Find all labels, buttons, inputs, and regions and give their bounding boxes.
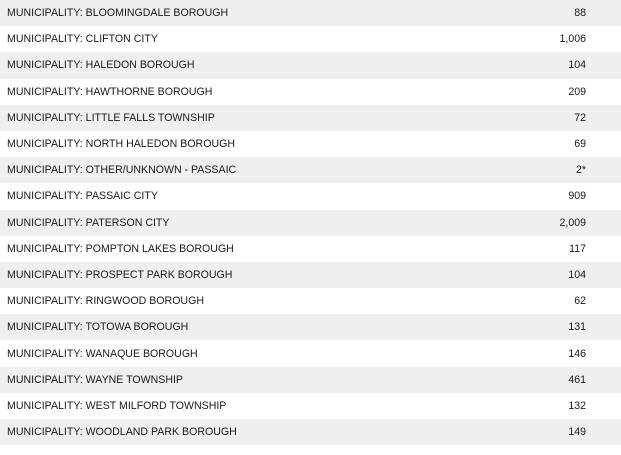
municipality-label: MUNICIPALITY: RINGWOOD BOROUGH <box>7 295 204 308</box>
municipality-label: MUNICIPALITY: WAYNE TOWNSHIP <box>7 373 183 386</box>
table-row <box>0 393 621 419</box>
count-value: 909 <box>568 190 586 203</box>
count-value: 69 <box>574 138 586 151</box>
table-row <box>0 288 621 314</box>
count-value: 1,006 <box>559 33 586 46</box>
count-value: 149 <box>568 426 586 439</box>
table-row <box>0 210 621 236</box>
table-row <box>0 183 621 209</box>
municipality-label: MUNICIPALITY: HALEDON BOROUGH <box>7 59 195 72</box>
municipality-label: MUNICIPALITY: LITTLE FALLS TOWNSHIP <box>7 111 215 124</box>
table-row <box>0 0 621 26</box>
table-row <box>0 26 621 52</box>
municipality-label: MUNICIPALITY: OTHER/UNKNOWN - PASSAIC <box>7 164 237 177</box>
table-row <box>0 367 621 393</box>
count-value: 117 <box>569 242 586 255</box>
count-value: 131 <box>568 321 586 334</box>
table-row <box>0 105 621 131</box>
count-value: 146 <box>568 347 586 360</box>
municipality-label: MUNICIPALITY: BLOOMINGDALE BOROUGH <box>7 7 229 20</box>
count-value: 209 <box>568 85 586 98</box>
municipality-label: MUNICIPALITY: POMPTON LAKES BOROUGH <box>7 242 234 255</box>
municipality-label: MUNICIPALITY: NORTH HALEDON BOROUGH <box>7 138 235 151</box>
count-value: 2,009 <box>559 216 586 229</box>
table-row <box>0 419 621 445</box>
municipality-label: MUNICIPALITY: PATERSON CITY <box>7 216 170 229</box>
table-row <box>0 340 621 366</box>
count-value: 104 <box>568 268 586 281</box>
municipality-label: MUNICIPALITY: TOTOWA BOROUGH <box>7 321 189 334</box>
table-row <box>0 236 621 262</box>
table-row <box>0 79 621 105</box>
municipality-label: MUNICIPALITY: WANAQUE BOROUGH <box>7 347 198 360</box>
municipality-label: MUNICIPALITY: WEST MILFORD TOWNSHIP <box>7 399 227 412</box>
count-value: 2* <box>575 164 586 177</box>
count-value: 88 <box>574 7 586 20</box>
count-value: 461 <box>568 373 586 386</box>
municipality-label: MUNICIPALITY: CLIFTON CITY <box>7 33 158 46</box>
count-value: 132 <box>568 399 586 412</box>
count-value: 104 <box>568 59 586 72</box>
table-row <box>0 157 621 183</box>
count-value: 62 <box>574 295 586 308</box>
table-row <box>0 262 621 288</box>
table-row <box>0 52 621 78</box>
count-value: 72 <box>574 111 586 124</box>
municipality-label: MUNICIPALITY: PASSAIC CITY <box>7 190 158 203</box>
municipality-label: MUNICIPALITY: WOODLAND PARK BOROUGH <box>7 426 237 439</box>
table-row <box>0 131 621 157</box>
municipality-label: MUNICIPALITY: PROSPECT PARK BOROUGH <box>7 268 233 281</box>
table-row <box>0 314 621 340</box>
municipality-label: MUNICIPALITY: HAWTHORNE BOROUGH <box>7 85 213 98</box>
